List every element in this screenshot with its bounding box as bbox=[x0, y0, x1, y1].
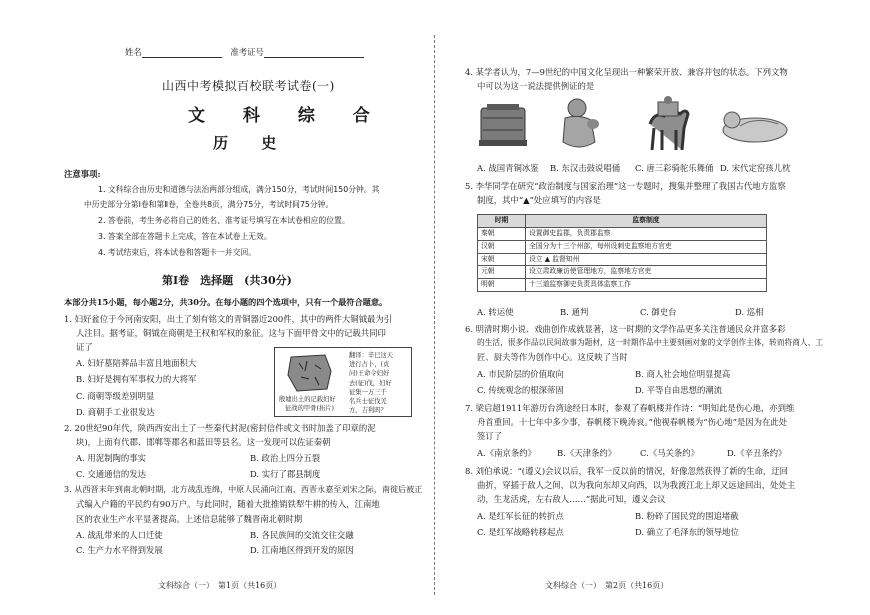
table-header-row bbox=[478, 215, 767, 228]
q6-stem: 6. 明清时期小说、戏曲创作成就显著，这一时期的文学作品更多关注普通民众并富多彩 bbox=[465, 324, 786, 334]
q6-stem: 的生活，很多作品以民间故事为题材，这一时期作品中主要刻画对象的文学创作主体，转而将商人、工 bbox=[477, 338, 823, 347]
q2-option-c[interactable]: C. 交通通信的发达 bbox=[76, 469, 147, 479]
q1-stem: 证了 bbox=[76, 342, 93, 352]
q8-stem: 曲折，穿插于敌人之间，以为我向东却又向西，以为我渡江北上却又远途回出，处处主 bbox=[477, 480, 796, 490]
figure-translation: 翻译：辛巳这天 进行占卜，(贞 问)王命令妇好 去(征)伐，妇好 征集一万三千 名兵士征伐羌 方，吉利吗？ bbox=[349, 352, 394, 415]
note-line: 3. 答案全部在答题卡上完成，答在本试卷上无效。 bbox=[98, 232, 272, 241]
q3-option-b[interactable]: B. 各民族间的交流交往交融 bbox=[250, 530, 354, 540]
name-label: 姓名 bbox=[125, 47, 142, 57]
q1-stem: 人注目。据考证，铜钺在商朝是王权和军权的象征。这与下面甲骨文中的记载共同印 bbox=[76, 328, 386, 338]
q8-option-b[interactable]: B. 粉碎了国民党的围追堵截 bbox=[635, 511, 739, 521]
q2-option-d[interactable]: D. 实行了郡县制度 bbox=[250, 469, 321, 479]
note-line: 2. 答卷前，考生务必将自己的姓名、准考证号填写在本试卷相应的位置。 bbox=[98, 216, 350, 225]
bronze-ice-vessel-image bbox=[475, 96, 530, 151]
q8-stem: 动，生龙活虎，左右敌人……”据此可知，遵义会议 bbox=[477, 494, 666, 504]
table-cell: 汉朝 bbox=[478, 240, 526, 253]
figure-caption: 殷墟出土的记载妇好 征战的甲骨(拓片) bbox=[279, 396, 336, 412]
q8-option-c[interactable]: C. 是红军战略转移起点 bbox=[477, 527, 564, 537]
q7-option-b[interactable]: B.《天津条约》 bbox=[557, 448, 617, 458]
q3-stem: 3. 从西晋末年到南北朝时期，北方战乱连绵，中原人民涌向江南，西晋永嘉至刘宋之际，南徙后被正 bbox=[64, 484, 423, 494]
q5-stem: 制度，其中“▲”处应填写的内容是 bbox=[477, 195, 601, 205]
table-cell: 秦朝 bbox=[478, 227, 526, 240]
q6-option-b[interactable]: B. 商人社会地位明显提高 bbox=[635, 369, 731, 379]
table-cell: 设置御史监郡，负责郡监察 bbox=[526, 227, 767, 240]
q1-option-c[interactable]: C. 商朝等级差别明显 bbox=[76, 391, 155, 401]
q5-option-c[interactable]: C. 御史台 bbox=[640, 307, 677, 317]
ticket-label: 准考证号 bbox=[230, 47, 264, 57]
note-line: 1. 文科综合由历史和道德与法治两部分组成，满分150分，考试时间150分钟。其 bbox=[98, 185, 380, 194]
q4-stem: 4. 某学者认为，7—9世纪的中国文化呈现出一种繁荣开放、兼容并包的状态。下列文物 bbox=[465, 67, 788, 77]
q5-option-d[interactable]: D. 巡相 bbox=[735, 307, 764, 317]
notes-heading: 注意事项: bbox=[64, 169, 101, 179]
page-footer: 文科综合（一） 第2页（共16页） bbox=[545, 581, 669, 590]
name-blank bbox=[142, 57, 222, 58]
q3-option-d[interactable]: D. 江南地区得到开发的原因 bbox=[250, 545, 354, 555]
q4-option-b[interactable]: B. 东汉击鼓说唱俑 bbox=[550, 163, 621, 173]
table-header: 时期 bbox=[478, 215, 526, 228]
table-row bbox=[478, 266, 767, 279]
table-row bbox=[478, 279, 767, 292]
q3-stem: 式编入户籍的平民约有90万户。与此同时，随着大批推销铁犁牛耕的传入，江南地 bbox=[76, 499, 380, 509]
table-cell: 宋朝 bbox=[478, 253, 526, 266]
q7-stem: 舟首重回。十七年中多少事，春帆楼下晚涛哀。”他视春帆楼为“伤心地”是因为在此处 bbox=[477, 417, 788, 427]
subject-title: 文 科 综 合 bbox=[188, 106, 386, 126]
table-cell: 元朝 bbox=[478, 266, 526, 279]
q7-stem: 7. 梁启超1911年游历台湾途经日本时，参观了春帆楼并作诗：“明知此是伤心地，亦到维 bbox=[465, 403, 795, 413]
q8-stem: 8. 刘伯承说：“(遵义)会议以后，我军一反以前的情况，好像忽然获得了新的生命，迂回 bbox=[465, 466, 788, 476]
table-cell: 明朝 bbox=[478, 279, 526, 292]
storyteller-figurine-image bbox=[555, 96, 605, 154]
q3-option-c[interactable]: C. 生产力水平得到发展 bbox=[76, 545, 163, 555]
exam-title: 山西中考模拟百校联考试卷(一) bbox=[162, 79, 335, 93]
q1-stem: 1. 妇好盆位于今河南安阳，出土了刻有铭文的青铜器近200件，其中的两件大铜钺最为引 bbox=[64, 314, 393, 324]
q5-option-b[interactable]: B. 通判 bbox=[560, 307, 589, 317]
q1-option-a[interactable]: A. 妇好墓陪葬品丰富且地面积大 bbox=[76, 358, 197, 368]
q4-option-d[interactable]: D. 宋代定窑孩儿枕 bbox=[720, 163, 791, 173]
table-cell: 设立 ▲ 监督知州 bbox=[526, 253, 767, 266]
q7-option-a[interactable]: A.《南京条约》 bbox=[477, 448, 536, 458]
q4-option-a[interactable]: A. 战国青铜冰鉴 bbox=[477, 163, 539, 173]
table-cell: 设立肃政廉访使管理地方，监察地方官吏 bbox=[526, 266, 767, 279]
table-row bbox=[478, 240, 767, 253]
note-line: 中历史部分分第Ⅰ卷和第Ⅱ卷，全卷共8页，满分75分，考试时间75分钟。 bbox=[84, 200, 334, 209]
q1-option-d[interactable]: D. 商朝手工业很发达 bbox=[76, 407, 155, 417]
q3-stem: 区的农业生产水平显著提高。上述信息能够了魏晋南北朝时期 bbox=[76, 514, 303, 524]
q8-option-a[interactable]: A. 是红军长征的转折点 bbox=[477, 511, 564, 521]
q8-option-d[interactable]: D. 确立了毛泽东的领导地位 bbox=[635, 527, 739, 537]
section-title: 第Ⅰ卷 选择题 (共30分) bbox=[162, 274, 292, 287]
q1-option-b[interactable]: B. 妇好是拥有军事权力的大将军 bbox=[76, 374, 197, 384]
sub-subject-title: 历 史 bbox=[213, 134, 291, 152]
q7-option-c[interactable]: C.《马关条约》 bbox=[640, 448, 700, 458]
exam-page-2 bbox=[435, 0, 870, 615]
table-header: 监察制度 bbox=[526, 215, 767, 228]
q7-option-d[interactable]: D.《辛丑条约》 bbox=[727, 448, 787, 458]
q6-option-d[interactable]: D. 平等自由思想的潮流 bbox=[635, 385, 723, 395]
note-line: 4. 考试结束后，将本试卷和答题卡一并交回。 bbox=[98, 248, 257, 257]
supervision-table bbox=[477, 214, 767, 292]
q2-stem: 2. 20世纪90年代，陕西西安出土了一些秦代封泥(密封信件或文书时加盖了印章的泥 bbox=[64, 423, 376, 433]
q6-option-c[interactable]: C. 传统观念的根深蒂固 bbox=[477, 385, 564, 395]
child-pillow-image bbox=[720, 104, 790, 146]
q2-stem: 块)，上面有代郡、邯郸等郡名和蓝田等县名。这一发现可以佐证秦朝 bbox=[76, 437, 331, 447]
q6-stem: 匠、厨夫等作为创作中心。这反映了当时 bbox=[477, 352, 628, 362]
ticket-blank bbox=[264, 57, 364, 58]
section-instructions: 本部分共15小题，每小题2分，共30分。在每小题的四个选项中，只有一个最符合题意。 bbox=[64, 297, 388, 307]
name-field[interactable] bbox=[125, 46, 364, 58]
q5-stem: 5. 李华同学在研究“政治制度与国家治理”这一专题时，搜集并整理了我国古代地方监察 bbox=[465, 181, 786, 191]
table-row bbox=[478, 227, 767, 240]
q7-stem: 签订了 bbox=[477, 431, 503, 441]
table-cell: 全国分为十三个州部，每州设刺史监察地方官吏 bbox=[526, 240, 767, 253]
q4-option-c[interactable]: C. 唐三彩骑驼乐舞俑 bbox=[635, 163, 714, 173]
camel-figurine-image bbox=[640, 94, 695, 156]
q6-option-a[interactable]: A. 市民阶层的价值取向 bbox=[477, 369, 564, 379]
table-row bbox=[478, 253, 767, 266]
q4-stem: 中可以为这一说法提供例证的是 bbox=[477, 81, 595, 91]
q5-option-a[interactable]: A. 转运使 bbox=[477, 307, 514, 317]
q2-option-b[interactable]: B. 政治上四分五裂 bbox=[250, 453, 321, 463]
oracle-bone-image bbox=[285, 353, 335, 393]
q2-option-a[interactable]: A. 用泥制陶的事实 bbox=[76, 453, 146, 463]
table-cell: 十三道监察御史负责具体监察工作 bbox=[526, 279, 767, 292]
oracle-bone-figure bbox=[274, 347, 412, 417]
q3-option-a[interactable]: A. 战乱带来的人口迁徙 bbox=[76, 530, 163, 540]
page-footer: 文科综合（一） 第1页（共16页） bbox=[158, 581, 282, 590]
